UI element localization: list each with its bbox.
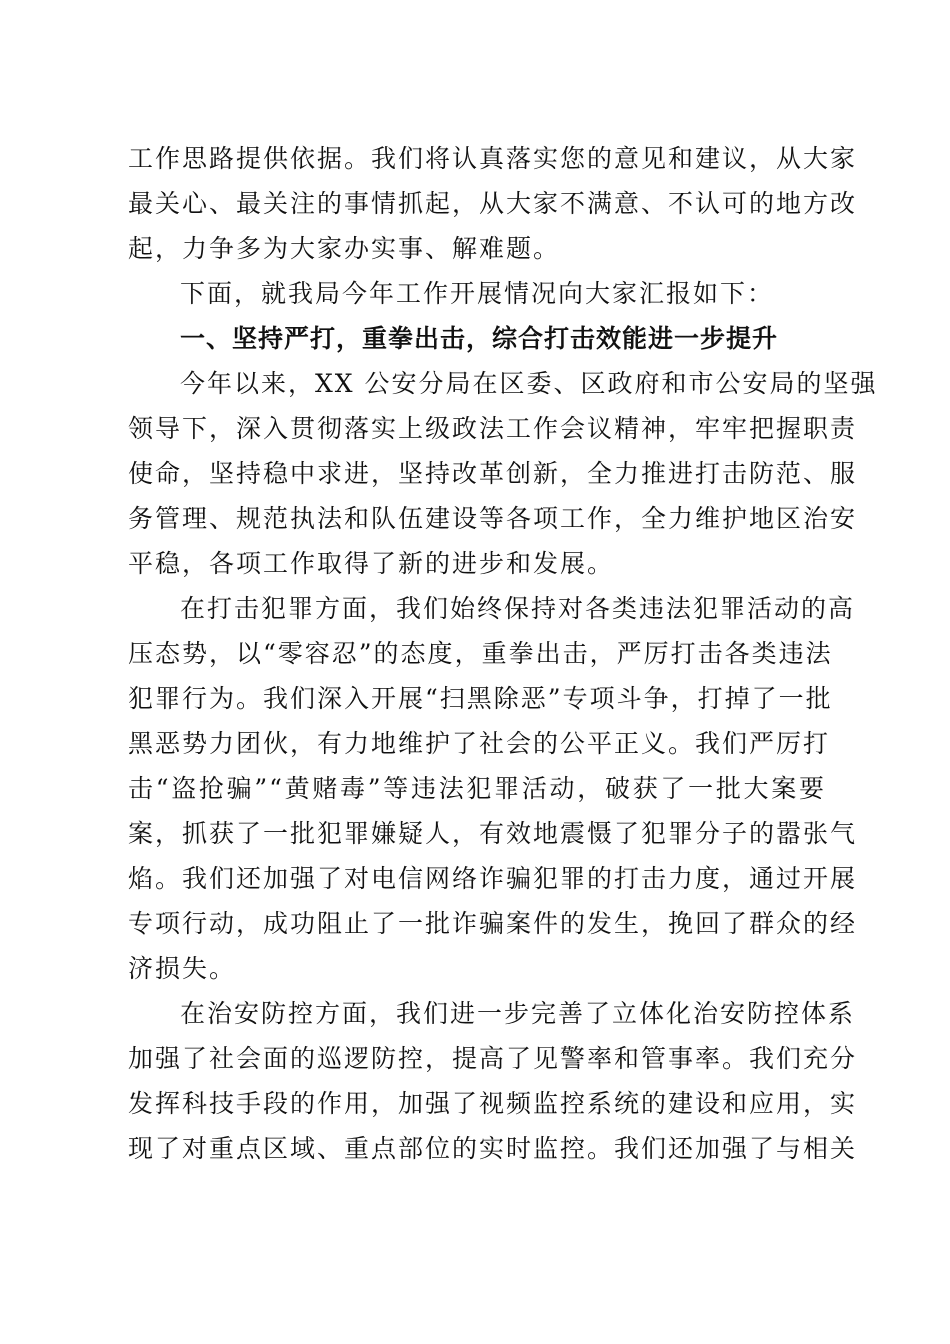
text-line: 在打击犯罪方面，我们始终保持对各类违法犯罪活动的高 bbox=[180, 594, 856, 623]
text-line: 案，抓获了一批犯罪嫌疑人，有效地震慑了犯罪分子的嚣张气 bbox=[128, 819, 858, 848]
text-line: 工作思路提供依据。我们将认真落实您的意见和建议，从大家 bbox=[128, 144, 858, 173]
text-line: 发挥科技手段的作用，加强了视频监控系统的建设和应用，实 bbox=[128, 1089, 858, 1118]
text-line: 起，力争多为大家办实事、解难题。 bbox=[128, 234, 561, 263]
paragraph-continuation bbox=[128, 136, 858, 271]
paragraph-crime-fighting bbox=[128, 586, 858, 991]
text-line: 焰。我们还加强了对电信网络诈骗犯罪的打击力度，通过开展 bbox=[128, 864, 858, 893]
text-line: 在治安防控方面，我们进一步完善了立体化治安防控体系 bbox=[180, 999, 856, 1028]
text-line: 领导下，深入贯彻落实上级政法工作会议精神，牢牢把握职责 bbox=[128, 414, 858, 443]
text-line: 今年以来，XX 公安分局在区委、区政府和市公安局的坚强 bbox=[180, 369, 878, 398]
paragraph-overview bbox=[128, 361, 878, 586]
text-line: 下面，就我局今年工作开展情况向大家汇报如下： bbox=[180, 279, 775, 308]
text-line: 犯罪行为。我们深入开展“扫黑除恶”专项斗争，打掉了一批 bbox=[128, 684, 833, 713]
text-line: 使命，坚持稳中求进，坚持改革创新，全力推进打击防范、服 bbox=[128, 459, 858, 488]
text-line: 击“盗抢骗”“黄赌毒”等违法犯罪活动，破获了一批大案要 bbox=[128, 774, 826, 803]
text-line: 压态势，以“零容忍”的态度，重拳出击，严厉打击各类违法 bbox=[128, 639, 833, 668]
text-line: 济损失。 bbox=[128, 954, 237, 983]
text-line: 务管理、规范执法和队伍建设等各项工作，全力维护地区治安 bbox=[128, 504, 858, 533]
text-line: 黑恶势力团伙，有力地维护了社会的公平正义。我们严厉打 bbox=[128, 729, 831, 758]
heading-text: 一、坚持严打，重拳出击，综合打击效能进一步提升 bbox=[180, 324, 779, 353]
text-line: 平稳，各项工作取得了新的进步和发展。 bbox=[128, 549, 615, 578]
text-line: 最关心、最关注的事情抓起，从大家不满意、不认可的地方改 bbox=[128, 189, 858, 218]
text-line: 现了对重点区域、重点部位的实时监控。我们还加强了与相关 bbox=[128, 1134, 858, 1163]
section-heading bbox=[128, 316, 826, 361]
paragraph-public-security bbox=[128, 991, 858, 1171]
text-line: 加强了社会面的巡逻防控，提高了见警率和管事率。我们充分 bbox=[128, 1044, 858, 1073]
paragraph-intro bbox=[128, 271, 826, 316]
text-line: 专项行动，成功阻止了一批诈骗案件的发生，挽回了群众的经 bbox=[128, 909, 858, 938]
